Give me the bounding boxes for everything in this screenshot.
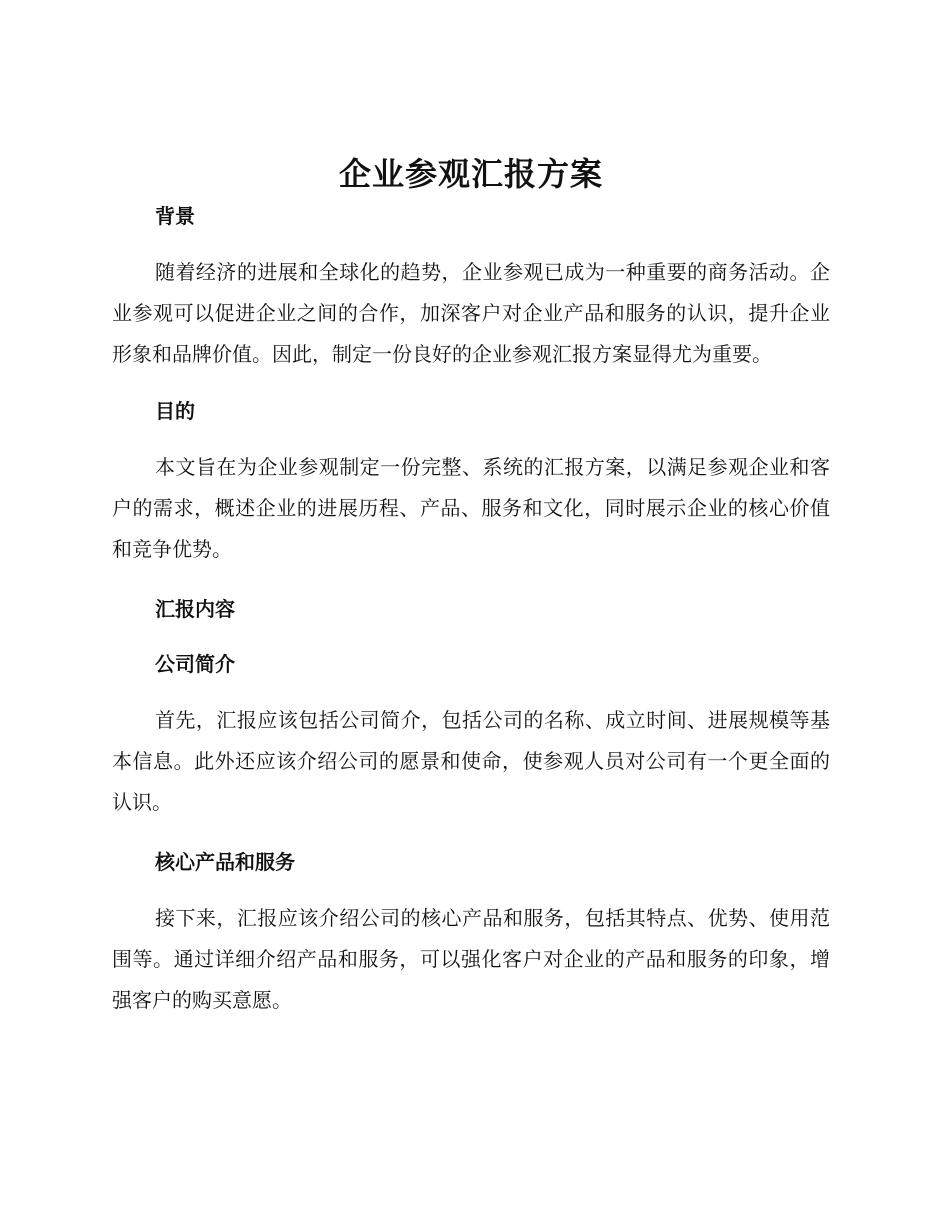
section-heading-background: 背景 bbox=[155, 204, 195, 228]
section-paragraph-purpose: 本文旨在为企业参观制定一份完整、系统的汇报方案，以满足参观企业和客户的需求，概述企业的进展历程、产品、服务和文化，同时展示企业的核心价值和竞争优势。 bbox=[112, 455, 830, 561]
section-heading-company-intro: 公司简介 bbox=[155, 652, 235, 676]
section-heading-report-content: 汇报内容 bbox=[155, 597, 235, 621]
section-heading-core-products: 核心产品和服务 bbox=[155, 850, 295, 874]
section-heading-purpose: 目的 bbox=[155, 399, 195, 423]
section-paragraph-core-products: 接下来，汇报应该介绍公司的核心产品和服务，包括其特点、优势、使用范围等。通过详细介绍产品和服务，可以强化客户对企业的产品和服务的印象，增强客户的购买意愿。 bbox=[112, 906, 830, 1012]
section-paragraph-background: 随着经济的进展和全球化的趋势，企业参观已成为一种重要的商务活动。企业参观可以促进企业之间的合作，加深客户对企业产品和服务的认识，提升企业形象和品牌价值。因此，制定一份良好的企业参观汇报方案显得尤为重要。 bbox=[112, 260, 830, 366]
section-paragraph-company-intro: 首先，汇报应该包括公司简介，包括公司的名称、成立时间、进展规模等基本信息。此外还应该介绍公司的愿景和使命，使参观人员对公司有一个更全面的认识。 bbox=[112, 708, 830, 814]
document-title: 企业参观汇报方案 bbox=[338, 155, 603, 193]
